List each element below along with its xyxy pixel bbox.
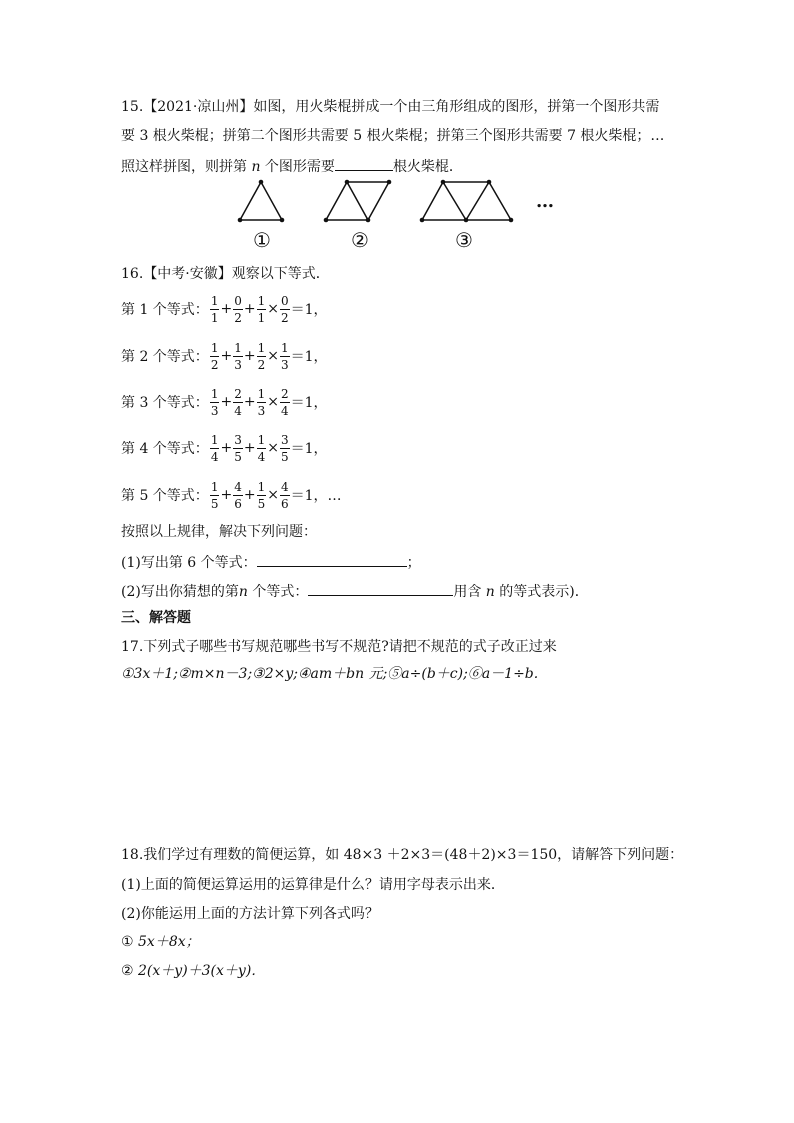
triangle-figure-2 [318,176,408,228]
q16-part-2 [121,580,589,602]
fraction [280,340,290,373]
denominator: 5 [280,449,289,464]
numerator: 3 [280,432,289,447]
fraction [233,386,243,419]
q18-title: 18.我们学过有理数的简便运算，如 48×3 ＋2×3＝(48＋2)×3＝150，请解答下列问题： [121,847,684,863]
equation-label: 第 5 个等式： [121,488,209,504]
equation-label: 第 2 个等式： [121,349,209,365]
q16-part-1-blank[interactable] [257,551,407,567]
figure-label-1: ① [253,228,271,252]
equation-row [121,336,328,376]
triangle-figure-3 [414,176,520,228]
denominator: 6 [280,496,289,511]
q17-items: ①3x＋1;②m×n－3;③2×y;④am＋bn 元;⑤a÷(b＋c);⑥a－1÷b. [121,666,539,682]
equals-one: ＝1，… [290,488,342,504]
numerator: 4 [280,479,289,494]
fraction [233,340,243,373]
denominator: 1 [210,310,219,325]
plus-sign: + [220,394,233,410]
denominator: 4 [257,449,266,464]
q16-part-2-d: 的等式表示)． [494,584,589,600]
q16-part-1-end: ； [406,555,421,571]
times-sign: × [267,394,279,410]
numerator: 2 [234,386,242,401]
fraction [210,479,220,512]
numerator: 1 [257,386,266,401]
q16-title: 16.【中考·安徽】观察以下等式． [121,266,330,282]
q15-answer-blank[interactable] [335,155,393,171]
fraction [257,386,267,419]
q16-part-2-a: (2)写出你猜想的第 [121,584,239,600]
fraction [210,340,220,373]
fraction [210,386,220,419]
equals-one: ＝1， [290,349,328,365]
fraction [233,293,243,326]
denominator: 4 [210,449,219,464]
q18-sub-1-label: ① [121,934,134,950]
plus-sign: + [243,348,256,364]
fraction [210,293,220,326]
equation-row [121,382,328,422]
plus-sign: + [220,440,233,456]
plus-sign: + [243,301,256,317]
fraction [280,293,290,326]
q18-sub-2-label: ② [121,963,134,979]
numerator: 2 [280,386,289,401]
q16-part-1-text: (1)写出第 6 个等式： [121,555,257,571]
numerator: 1 [210,386,219,401]
q18-sub-2 [121,961,265,981]
figure-label-2: ② [351,228,369,252]
times-sign: × [267,440,279,456]
plus-sign: + [243,487,256,503]
fraction [280,432,290,465]
q15-line-3 [121,155,463,177]
numerator: 4 [234,479,242,494]
equation-row [121,289,328,329]
fraction [280,386,290,419]
q18-sub-1 [121,932,200,952]
triangle-figure-1 [232,176,296,228]
times-sign: × [267,301,279,317]
equation-row [121,428,328,468]
q16-part-2-c: 用含 [453,584,486,600]
q18-part-2: (2)你能运用上面的方法计算下列各式吗？ [121,906,379,922]
numerator: 3 [234,432,242,447]
numerator: 1 [210,293,219,308]
numerator: 1 [257,293,266,308]
denominator: 3 [234,357,242,372]
fraction [280,479,290,512]
denominator: 1 [257,310,266,325]
q15-line-2: 要 3 根火柴棍；拼第二个图形共需要 5 根火柴棍；拼第三个图形共需要 7 根火柴棍；… [121,128,665,144]
numerator: 1 [257,432,266,447]
figure-ellipsis: … [536,191,554,212]
numerator: 1 [257,479,266,494]
q15-line-3-c: 根火柴棍． [392,159,463,175]
q16-part-2-b: 个等式： [247,584,309,600]
equals-one: ＝1， [290,395,328,411]
fraction [257,293,267,326]
plus-sign: + [243,394,256,410]
denominator: 5 [257,496,266,511]
numerator: 1 [234,340,242,355]
q18-part-1: (1)上面的简便运算运用的运算律是什么？请用字母表示出来． [121,877,505,893]
fraction [257,479,267,512]
q16-part-2-blank[interactable] [308,580,453,596]
section-heading: 三、解答题 [121,610,191,626]
plus-sign: + [243,440,256,456]
denominator: 6 [234,496,242,511]
denominator: 5 [234,449,242,464]
denominator: 5 [210,496,219,511]
numerator: 0 [234,293,242,308]
equation-row [121,475,342,515]
q16-part-2-n2: n [485,584,495,600]
denominator: 3 [257,403,266,418]
equation-label: 第 1 个等式： [121,302,209,318]
numerator: 1 [210,340,219,355]
q15-line-3-a: 照这样拼图，则拼第 [121,159,252,175]
q18-sub-2-expr: 2(x＋y)＋3(x＋y)． [138,963,266,979]
denominator: 2 [280,310,289,325]
q16-part-1 [121,551,421,573]
numerator: 0 [280,293,289,308]
denominator: 3 [210,403,219,418]
denominator: 3 [280,357,289,372]
q15-n: n [251,159,261,175]
fraction [257,340,267,373]
fraction [257,432,267,465]
denominator: 2 [234,310,242,325]
plus-sign: + [220,301,233,317]
numerator: 1 [280,340,289,355]
equals-one: ＝1， [290,302,328,318]
fraction [210,432,220,465]
denominator: 4 [234,403,242,418]
q15-line-1: 15.【2021·凉山州】如图，用火柴棍拼成一个由三角形组成的图形，拼第一个图形共需 [121,99,660,115]
equation-label: 第 4 个等式： [121,441,209,457]
q17-title: 17.下列式子哪些书写规范哪些书写不规范?请把不规范的式子改正过来 [121,639,557,655]
numerator: 1 [210,432,219,447]
fraction [233,432,243,465]
numerator: 1 [257,340,266,355]
plus-sign: + [220,348,233,364]
denominator: 4 [280,403,289,418]
equation-label: 第 3 个等式： [121,395,209,411]
q16-part-2-n: n [238,584,248,600]
denominator: 2 [257,357,266,372]
fraction [233,479,243,512]
times-sign: × [267,348,279,364]
plus-sign: + [220,487,233,503]
q18-sub-1-expr: 5x＋8x； [138,934,200,950]
q15-line-3-b: 个图形需要 [260,159,335,175]
equals-one: ＝1， [290,441,328,457]
times-sign: × [267,487,279,503]
numerator: 1 [210,479,219,494]
denominator: 2 [210,357,219,372]
q16-rule: 按照以上规律，解决下列问题： [121,524,317,540]
figure-label-3: ③ [455,228,473,252]
